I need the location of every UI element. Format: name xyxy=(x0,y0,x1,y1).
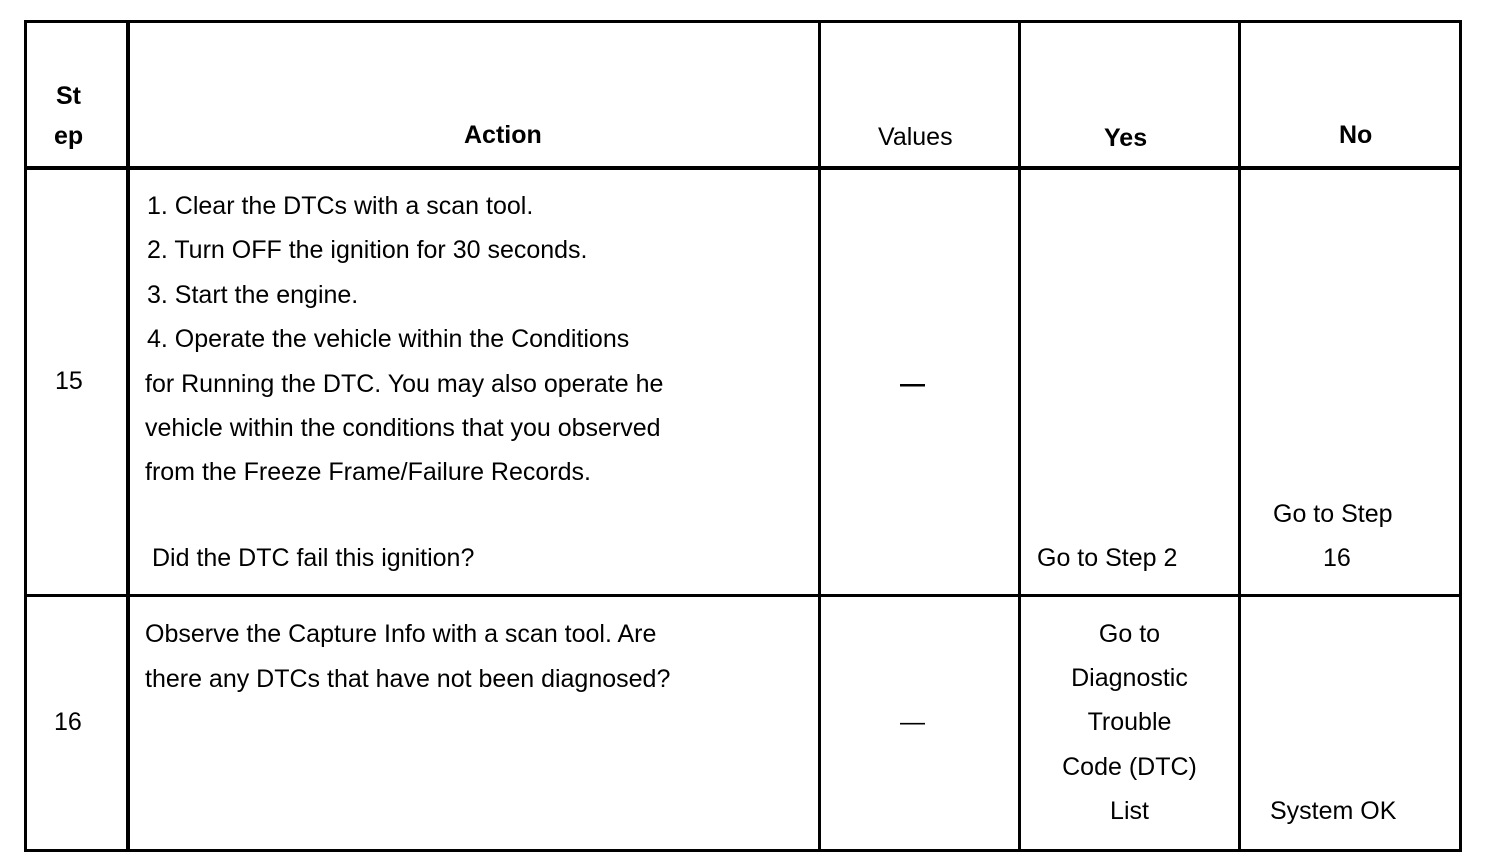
row-15-no-line2: 16 xyxy=(1323,544,1351,572)
row-16-values: — xyxy=(900,708,925,736)
row-15-action-line: from the Freeze Frame/Failure Records. xyxy=(145,458,591,486)
column-divider-step xyxy=(126,20,130,852)
row-16-yes-line: Trouble xyxy=(1087,708,1172,736)
header-no: No xyxy=(1339,121,1373,149)
row-15-action-line: 3. Start the engine. xyxy=(147,281,359,309)
row-16-yes-line: Go to xyxy=(1098,620,1161,648)
row-16-yes-line: Diagnostic xyxy=(1071,664,1188,692)
row-15-action-line: 2. Turn OFF the ignition for 30 seconds. xyxy=(147,236,588,264)
header-step-line1: St xyxy=(56,82,81,110)
header-step-line2: ep xyxy=(54,122,84,150)
diagnostic-table xyxy=(24,20,1462,852)
table-right-border xyxy=(1459,20,1462,852)
row-16-no: System OK xyxy=(1270,797,1397,825)
row-15-question: Did the DTC fail this ignition? xyxy=(152,544,475,572)
row-15-action-line: 1. Clear the DTCs with a scan tool. xyxy=(147,192,534,220)
row-divider xyxy=(24,594,1462,597)
header-yes: Yes xyxy=(1104,124,1148,152)
header-values: Values xyxy=(878,123,953,151)
row-16-yes-line: List xyxy=(1110,797,1149,825)
row-16-yes-line: Code (DTC) xyxy=(1062,753,1197,781)
row-15-yes: Go to Step 2 xyxy=(1037,544,1178,572)
header-action: Action xyxy=(464,121,542,149)
row-16-step: 16 xyxy=(54,708,82,736)
column-divider-yes xyxy=(1238,20,1241,852)
header-bottom-border xyxy=(24,166,1462,170)
table-top-border xyxy=(24,20,1462,23)
table-left-border xyxy=(24,20,27,852)
row-15-action-line: vehicle within the conditions that you observed xyxy=(145,414,661,442)
row-16-action-line: Observe the Capture Info with a scan tool. Are xyxy=(145,620,657,648)
row-15-action-line: 4. Operate the vehicle within the Conditions xyxy=(147,325,630,353)
row-15-no-line1: Go to Step xyxy=(1273,500,1393,528)
column-divider-action xyxy=(818,20,821,852)
row-15-step: 15 xyxy=(55,367,83,395)
row-15-values: — xyxy=(900,370,925,398)
row-15-action-line: for Running the DTC. You may also operate he xyxy=(145,370,664,398)
row-16-action-line: there any DTCs that have not been diagnosed? xyxy=(145,665,671,693)
table-bottom-border xyxy=(24,849,1462,852)
